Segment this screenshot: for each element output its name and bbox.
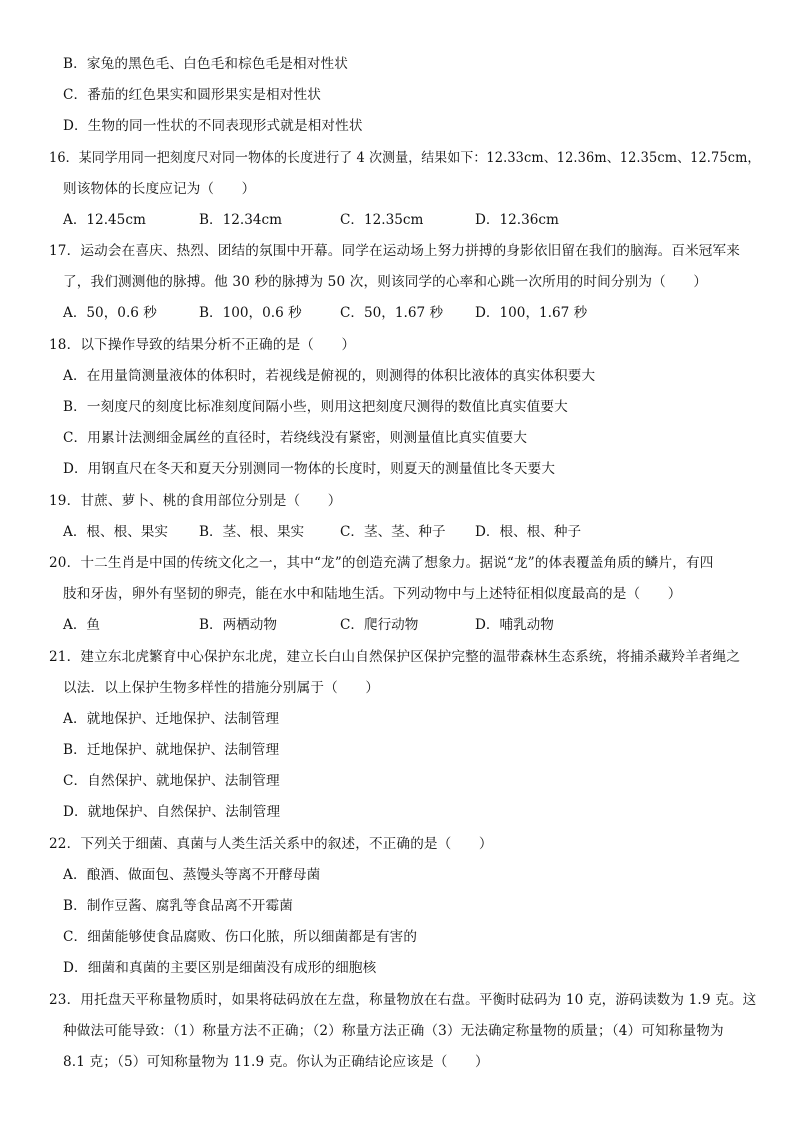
q19-option-b: B．茎、根、果实 — [199, 524, 305, 540]
q21-option-d: D．就地保护、自然保护、法制管理 — [63, 804, 281, 820]
question-19-stem: 19．甘蔗、萝卜、桃的食用部位分别是（ ） — [49, 493, 342, 509]
question-21-stem: 21．建立东北虎繁育中心保护东北虎，建立长白山自然保护区保护完整的温带森林生态系统，将捕杀藏羚羊者绳之 — [49, 649, 741, 665]
question-23-stem: 8.1 克；（5）可知称量物为 11.9 克。你认为正确结论应该是（ ） — [63, 1054, 489, 1070]
q19-option-c: C．茎、茎、种子 — [340, 524, 446, 540]
q21-option-a: A．就地保护、迁地保护、法制管理 — [63, 711, 280, 727]
q18-option-c: C．用累计法测细金属丝的直径时，若绕线没有紧密，则测量值比真实值要大 — [63, 430, 528, 446]
question-23-stem: 种做法可能导致：（1）称量方法不正确；（2）称量方法正确（3）无法确定称量物的质量；（4）可知称量物为 — [63, 1023, 724, 1039]
q18-option-a: A．在用量筒测量液体的体积时，若视线是俯视的，则测得的体积比液体的真实体积要大 — [63, 368, 596, 384]
q16-option-a: A．12.45cm — [63, 212, 146, 228]
q20-option-b: B．两栖动物 — [199, 617, 277, 633]
question-20-stem: 肢和牙齿，卵外有坚韧的卵壳，能在水中和陆地生活。下列动物中与上述特征相似度最高的是（ ） — [63, 586, 682, 602]
q16-option-b: B．12.34cm — [199, 212, 283, 228]
option-line: B．家兔的黑色毛、白色毛和棕色毛是相对性状 — [63, 56, 349, 72]
q19-option-a: A．根、根、果实 — [63, 524, 168, 540]
question-16-stem: 16．某同学用同一把刻度尺对同一物体的长度进行了 4 次测量，结果如下：12.33cm、12.36m、12.35cm、12.75cm， — [49, 150, 761, 166]
q20-option-c: C．爬行动物 — [340, 617, 419, 633]
q17-option-c: C．50，1.67 秒 — [340, 305, 444, 321]
question-18-stem: 18．以下操作导致的结果分析不正确的是（ ） — [49, 337, 356, 353]
q17-option-b: B．100，0.6 秒 — [199, 305, 302, 321]
q17-option-d: D．100，1.67 秒 — [475, 305, 588, 321]
q22-option-a: A．酿酒、做面包、蒸馒头等离不开酵母菌 — [63, 867, 321, 883]
q17-option-a: A．50，0.6 秒 — [63, 305, 157, 321]
question-17-stem: 17．运动会在喜庆、热烈、团结的氛围中开幕。同学在运动场上努力拼搏的身影依旧留在我们的脑海。百米冠军来 — [49, 243, 741, 259]
option-line: D．生物的同一性状的不同表现形式就是相对性状 — [63, 118, 363, 134]
q19-option-d: D．根、根、种子 — [475, 524, 582, 540]
q18-option-b: B．一刻度尺的刻度比标准刻度间隔小些，则用这把刻度尺测得的数值比真实值要大 — [63, 399, 568, 415]
q22-option-d: D．细菌和真菌的主要区别是细菌没有成形的细胞核 — [63, 960, 377, 976]
q20-option-d: D．哺乳动物 — [475, 617, 554, 633]
q16-option-d: D．12.36cm — [475, 212, 559, 228]
question-23-stem: 23．用托盘天平称量物质时，如果将砝码放在左盘，称量物放在右盘。平衡时砝码为 10 克，游码读数为 1.9 克。这 — [49, 992, 757, 1008]
question-22-stem: 22．下列关于细菌、真菌与人类生活关系中的叙述，不正确的是（ ） — [49, 836, 493, 852]
q22-option-c: C．细菌能够使食品腐败、伤口化脓，所以细菌都是有害的 — [63, 929, 418, 945]
question-21-stem: 以法．以上保护生物多样性的措施分别属于（ ） — [63, 680, 380, 696]
q16-option-c: C．12.35cm — [340, 212, 424, 228]
q18-option-d: D．用钢直尺在冬天和夏天分别测同一物体的长度时，则夏天的测量值比冬天要大 — [63, 461, 556, 477]
question-17-stem: 了，我们测测他的脉搏。他 30 秒的脉搏为 50 次，则该同学的心率和心跳一次所用的时间分别为（ ） — [63, 274, 708, 290]
q22-option-b: B．制作豆酱、腐乳等食品离不开霉菌 — [63, 898, 294, 914]
q20-option-a: A．鱼 — [63, 617, 101, 633]
question-20-stem: 20．十二生肖是中国的传统文化之一，其中“龙”的创造充满了想象力。据说“龙”的体表覆盖角质的鳞片，有四 — [49, 555, 714, 571]
option-line: C．番茄的红色果实和圆形果实是相对性状 — [63, 87, 321, 103]
q21-option-b: B．迁地保护、就地保护、法制管理 — [63, 742, 280, 758]
question-16-stem: 则该物体的长度应记为（ ） — [63, 181, 256, 197]
q21-option-c: C．自然保护、就地保护、法制管理 — [63, 773, 280, 789]
